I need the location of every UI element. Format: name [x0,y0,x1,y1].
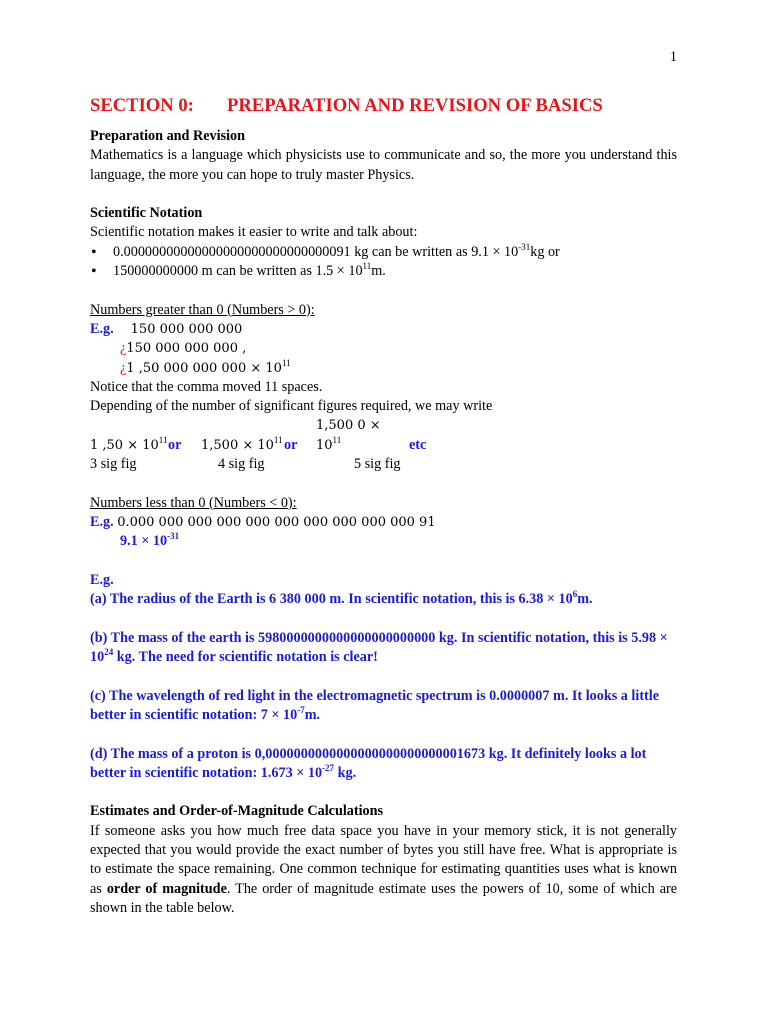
eg-label: E.g. [90,320,114,337]
list-item: • 0.00000000000000000000000000000091 kg can be written as $9.1 \times 10^{-31}kg$ or [90,243,677,262]
less-result: $9.1 \times 10^{-31}$ [120,531,180,550]
example-c: (c) The wavelength of red light in the electromagnetic spectrum is 0.0000007 m. It looks a little better in scientific notation: $7 \times 10^{-7}m$. [90,687,660,723]
examples-label: E.g. [90,571,114,588]
examples-block [90,571,677,783]
example-b: (b) The mass of the earth is 5980000000000000000000000 kg. In scientific notation, this is $5.98 \times 10^{24}$ kg. The need for scientific notation is clear! [90,629,668,666]
less-eq1: E.g. 0.000 000 000 000 000 000 000 000 000 000 91 [90,513,436,530]
sci-bullet-list [90,243,677,282]
greater-eq2: ¿150 000 000 000 , [120,340,247,357]
document-body [90,94,677,918]
page-number: 1 [669,49,677,65]
eg-label: E.g. [90,513,114,530]
sig-fig-labels: 3 sig fig 4 sig fig 5 sig fig [90,456,401,473]
section-heading: PREPARATION AND REVISION OF BASICS [227,95,603,116]
example-a: (a) The radius of the Earth is 6 380 000 m. In scientific notation, this is $6.38 \times 10^6m$. [90,589,593,608]
estimates-heading: Estimates and Order-of-Magnitude Calculations [90,803,384,820]
estimates-paragraph: If someone asks you how much free data space you have in your memory stick, it is not generally expected that you would provide the exact number of bytes you still have free. What is appropriate is to estimate the space remaining. One common technique for estimating quantities uses what is known as order of magnitude. The order of magnitude estimate uses the powers of 10, some of which are shown in the table below. [90,822,678,916]
sci-intro: Scientific notation makes it easier to write and talk about: [90,224,418,241]
sci-heading: Scientific Notation [90,205,203,222]
greater-note2: Depending of the number of significant figures required, we may write [90,398,493,415]
prep-heading: Preparation and Revision [90,128,246,144]
example-d: (d) The mass of a proton is 0,0000000000000000000000000001673 kg. It definitely looks a lot better in scientific notation: $1.673 \times 10^{-27}$ kg. [90,745,647,781]
section-title [90,94,677,118]
greater-eq1: E.g. 150 000 000 000 [90,320,243,337]
sig-fig-options: 1 $,50 \times 10^{11}or$ $1,500 \times 10^{11}or1,500$ $0 \times 10^{11}$ etc [90,418,427,453]
greater-eq3: ¿1 ,50 000 000 $000 \times 10^{11}$ [120,357,291,376]
less-heading: Numbers less than 0 (Numbers < 0): [90,494,297,511]
greater-note1: Notice that the comma moved 11 spaces. [90,378,323,395]
section-number: SECTION 0: [90,95,194,116]
greater-heading: Numbers greater than 0 (Numbers > 0): [90,301,315,318]
list-item: • 150000000000 m can be written as $1.5 \times 10^{11}m$. [90,262,677,281]
prep-paragraph: Mathematics is a language which physicists use to communicate and so, the more you understand this language, the more you can hope to truly master Physics. [90,147,677,183]
